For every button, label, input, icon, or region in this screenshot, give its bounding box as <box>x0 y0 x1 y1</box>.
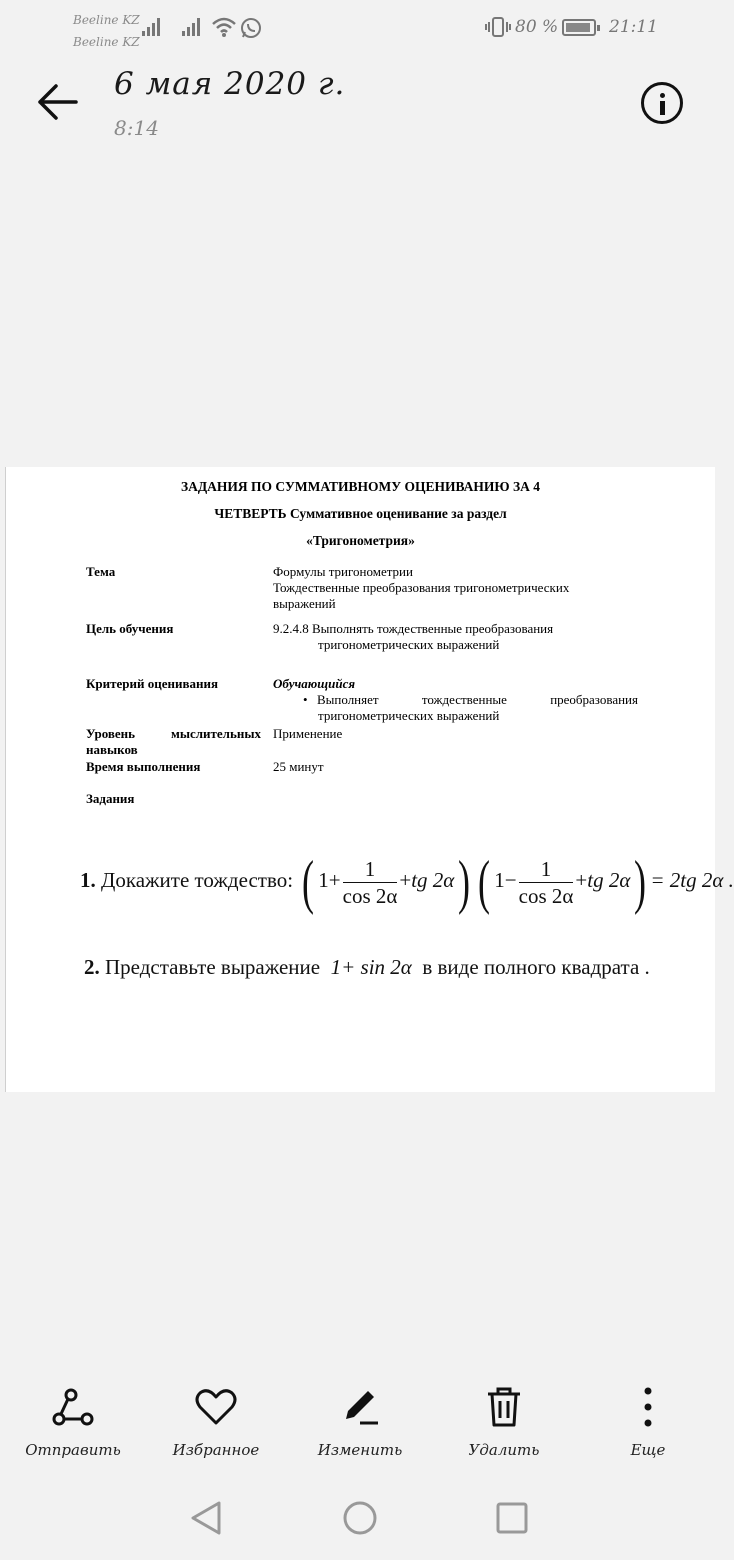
task-1 <box>80 849 734 915</box>
paren-open: ( <box>302 849 315 915</box>
bullet-word: • Выполняет <box>317 692 379 707</box>
trash-icon <box>482 1385 526 1429</box>
more-vertical-icon <box>626 1385 670 1429</box>
heart-icon <box>194 1385 238 1429</box>
nav-recents-icon[interactable] <box>495 1501 529 1535</box>
more-label: Еще <box>630 1441 666 1459</box>
edit-button[interactable] <box>305 1385 415 1459</box>
task-number: 2. <box>84 955 100 979</box>
row-value: 25 минут <box>273 759 324 774</box>
paren-open: ( <box>478 849 491 915</box>
row-key: Тема <box>86 564 116 579</box>
page-subtitle: 8:14 <box>114 116 159 140</box>
status-bar <box>0 0 720 56</box>
favorite-button[interactable] <box>161 1385 271 1459</box>
row-key-word: навыков <box>86 742 138 757</box>
more-button[interactable] <box>593 1385 703 1459</box>
bullet-word: преобразования <box>550 692 638 707</box>
bullet-word: тождественные <box>421 692 507 707</box>
math-op: + <box>399 867 412 892</box>
math-tg: tg 2α <box>587 867 631 892</box>
task-text: Докажите тождество: <box>101 867 294 892</box>
edit-label: Изменить <box>317 1441 403 1459</box>
carrier-names <box>73 9 140 53</box>
row-value: Применение <box>273 726 343 741</box>
row-value <box>273 564 638 612</box>
delete-label: Удалить <box>468 1441 540 1459</box>
document-image <box>5 467 734 1092</box>
fraction-denominator: cos 2α <box>342 883 398 908</box>
task-text: Представьте выражение <box>105 955 321 979</box>
signal-icon <box>182 16 200 36</box>
carrier-2: Beeline KZ <box>73 35 140 49</box>
nav-home-icon[interactable] <box>342 1500 378 1536</box>
delete-button[interactable] <box>449 1385 559 1459</box>
fraction-denominator: cos 2α <box>518 883 574 908</box>
paren-close: ) <box>458 849 471 915</box>
math-tg: tg 2α <box>411 867 455 892</box>
signal-icon <box>142 16 160 36</box>
row-value <box>273 676 638 724</box>
battery-icon <box>562 19 596 36</box>
task-text: в виде полного квадрата . <box>422 955 650 979</box>
row-value-line: Тождественные преобразования тригонометрических <box>273 580 570 595</box>
doc-heading-3: «Тригонометрия» <box>306 533 415 548</box>
fraction-numerator: 1 <box>519 856 574 883</box>
math-one: 1 <box>318 867 329 892</box>
share-icon <box>51 1385 95 1429</box>
paren-close: ) <box>634 849 647 915</box>
row-key <box>86 726 261 758</box>
row-value-line: выражений <box>273 596 336 611</box>
system-nav-bar <box>0 1490 720 1550</box>
vibrate-icon <box>484 16 512 38</box>
row-key: Задания <box>86 791 135 806</box>
row-value-line: Обучающийся <box>273 676 356 691</box>
math-rhs: = 2tg 2α . <box>650 867 734 892</box>
row-value-line: Формулы тригонометрии <box>273 564 413 579</box>
math-op: − <box>504 867 517 892</box>
wifi-icon <box>211 16 237 38</box>
row-value <box>273 621 638 653</box>
bottom-toolbar <box>0 1385 720 1475</box>
row-key-word: Уровень <box>86 726 136 741</box>
fraction <box>343 856 398 909</box>
page-title: 6 мая 2020 г. <box>114 66 346 102</box>
task-2 <box>84 955 650 980</box>
nav-back-icon[interactable] <box>189 1500 223 1536</box>
share-button[interactable] <box>18 1385 128 1459</box>
info-icon[interactable] <box>641 82 683 124</box>
row-value-line: 9.2.4.8 Выполнять тождественные преобразования <box>273 621 554 636</box>
row-key-word: мыслительных <box>170 726 261 741</box>
row-key: Критерий оценивания <box>86 676 219 691</box>
row-value-line: тригонометрических выражений <box>318 637 500 652</box>
doc-heading-1: ЗАДАНИЯ ПО СУММАТИВНОМУ ОЦЕНИВАНИЮ ЗА 4 <box>181 479 540 494</box>
favorite-label: Избранное <box>172 1441 260 1459</box>
task-number: 1. <box>80 867 96 892</box>
fraction-numerator: 1 <box>343 856 398 883</box>
row-key: Время выполнения <box>86 759 201 774</box>
status-clock: 21:11 <box>609 17 658 37</box>
whatsapp-icon <box>240 17 262 39</box>
math-one: 1 <box>494 867 505 892</box>
pencil-icon <box>338 1385 382 1429</box>
carrier-1: Beeline KZ <box>73 13 140 27</box>
row-key: Цель обучения <box>86 621 174 636</box>
math-op: + <box>575 867 588 892</box>
share-label: Отправить <box>25 1441 121 1459</box>
math-op: + <box>328 867 341 892</box>
math-expression: 1+ sin 2α <box>330 955 412 979</box>
row-value-line: тригонометрических выражений <box>318 708 500 723</box>
back-arrow-icon[interactable] <box>36 82 80 122</box>
bullet-item <box>273 692 638 708</box>
doc-heading-2: ЧЕТВЕРТЬ Суммативное оценивание за раздел <box>214 506 507 521</box>
battery-percent: 80 % <box>515 17 559 37</box>
fraction <box>519 856 574 909</box>
